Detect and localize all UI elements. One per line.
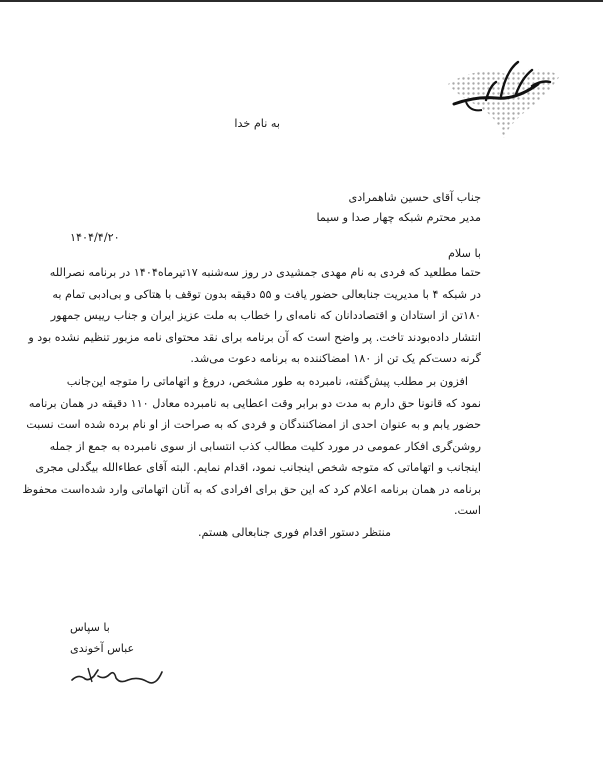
paragraph-line: نمود که قانونا حق دارم به مدت دو برابر وقت اعطایی به نامبرده معادل ۱۱۰ دقیقه در همان برنامه <box>28 397 481 410</box>
recipient-name: جناب آقای حسین شاهمرادی <box>348 191 481 204</box>
letter-date: ۱۴۰۴/۴/۲۰ <box>70 231 120 244</box>
paragraph-line: انتشار داده‌بودند تاخت. پر واضح است که آن برنامه برای نقد محتوای نامه مزبور تنظیم نشده بود و <box>28 331 481 344</box>
paragraph-line: ۱۸۰تن از استادان و اقتصاددانان که نامه‌ای را خطاب به ملت عزیز ایران و جناب رییس جمهور <box>50 309 481 322</box>
paragraph-line: برنامه در همان برنامه اعلام کرد که این حق برای افرادی که به آنان اتهاماتی وارد شده‌است محفوظ <box>22 483 481 496</box>
paragraph-line: افزون بر مطلب پیش‌گفته، نامبرده به طور مشخص، دروغ و اتهاماتی را متوجه این‌جانب <box>66 375 468 388</box>
closing-thanks: با سپاس <box>70 621 110 634</box>
paragraph-line: اینجانب و اتهاماتی که متوجه شخص اینجانب نمود، اقدام نمایم. البته آقای عطاءالله بیگدلی مجری <box>35 461 481 474</box>
paragraph-line: است. <box>453 504 481 517</box>
paragraph-line: حتما مطلعید که فردی به نام مهدی جمشیدی در روز سه‌شنبه ۱۷تیرماه۱۴۰۴ در برنامه نصرالله <box>49 266 481 279</box>
top-border <box>0 0 603 2</box>
greeting: با سلام <box>447 247 481 260</box>
paragraph-line: حضور یابم و به عنوان احدی از امضاکنندگان و فردی که به صراحت از او نام برده شده است نسبت <box>26 418 481 431</box>
paragraph-line: گرنه دست‌کم یک تن از ۱۸۰ امضاکننده به برنامه دعوت می‌شد. <box>190 352 481 365</box>
paragraph-line: روشن‌گری افکار عمومی در مورد کلیت مطالب کذب انتسابی از سوی نامبرده به جمع از جمله <box>49 440 481 453</box>
paragraph-line: در شبکه ۴ با مدیریت جنابعالی حضور یافت و ۵۵ دقیقه بدون توقف با هتاکی و بی‌ادبی تمام به <box>52 288 481 301</box>
request-line: منتظر دستور اقدام فوری جنابعالی هستم. <box>197 526 391 539</box>
closing-name: عباس آخوندی <box>70 642 135 655</box>
letterhead-logo <box>446 56 562 138</box>
recipient-title: مدیر محترم شبکه چهار صدا و سیما <box>316 211 481 224</box>
invocation: به نام خدا <box>234 117 280 130</box>
signature <box>68 662 164 688</box>
